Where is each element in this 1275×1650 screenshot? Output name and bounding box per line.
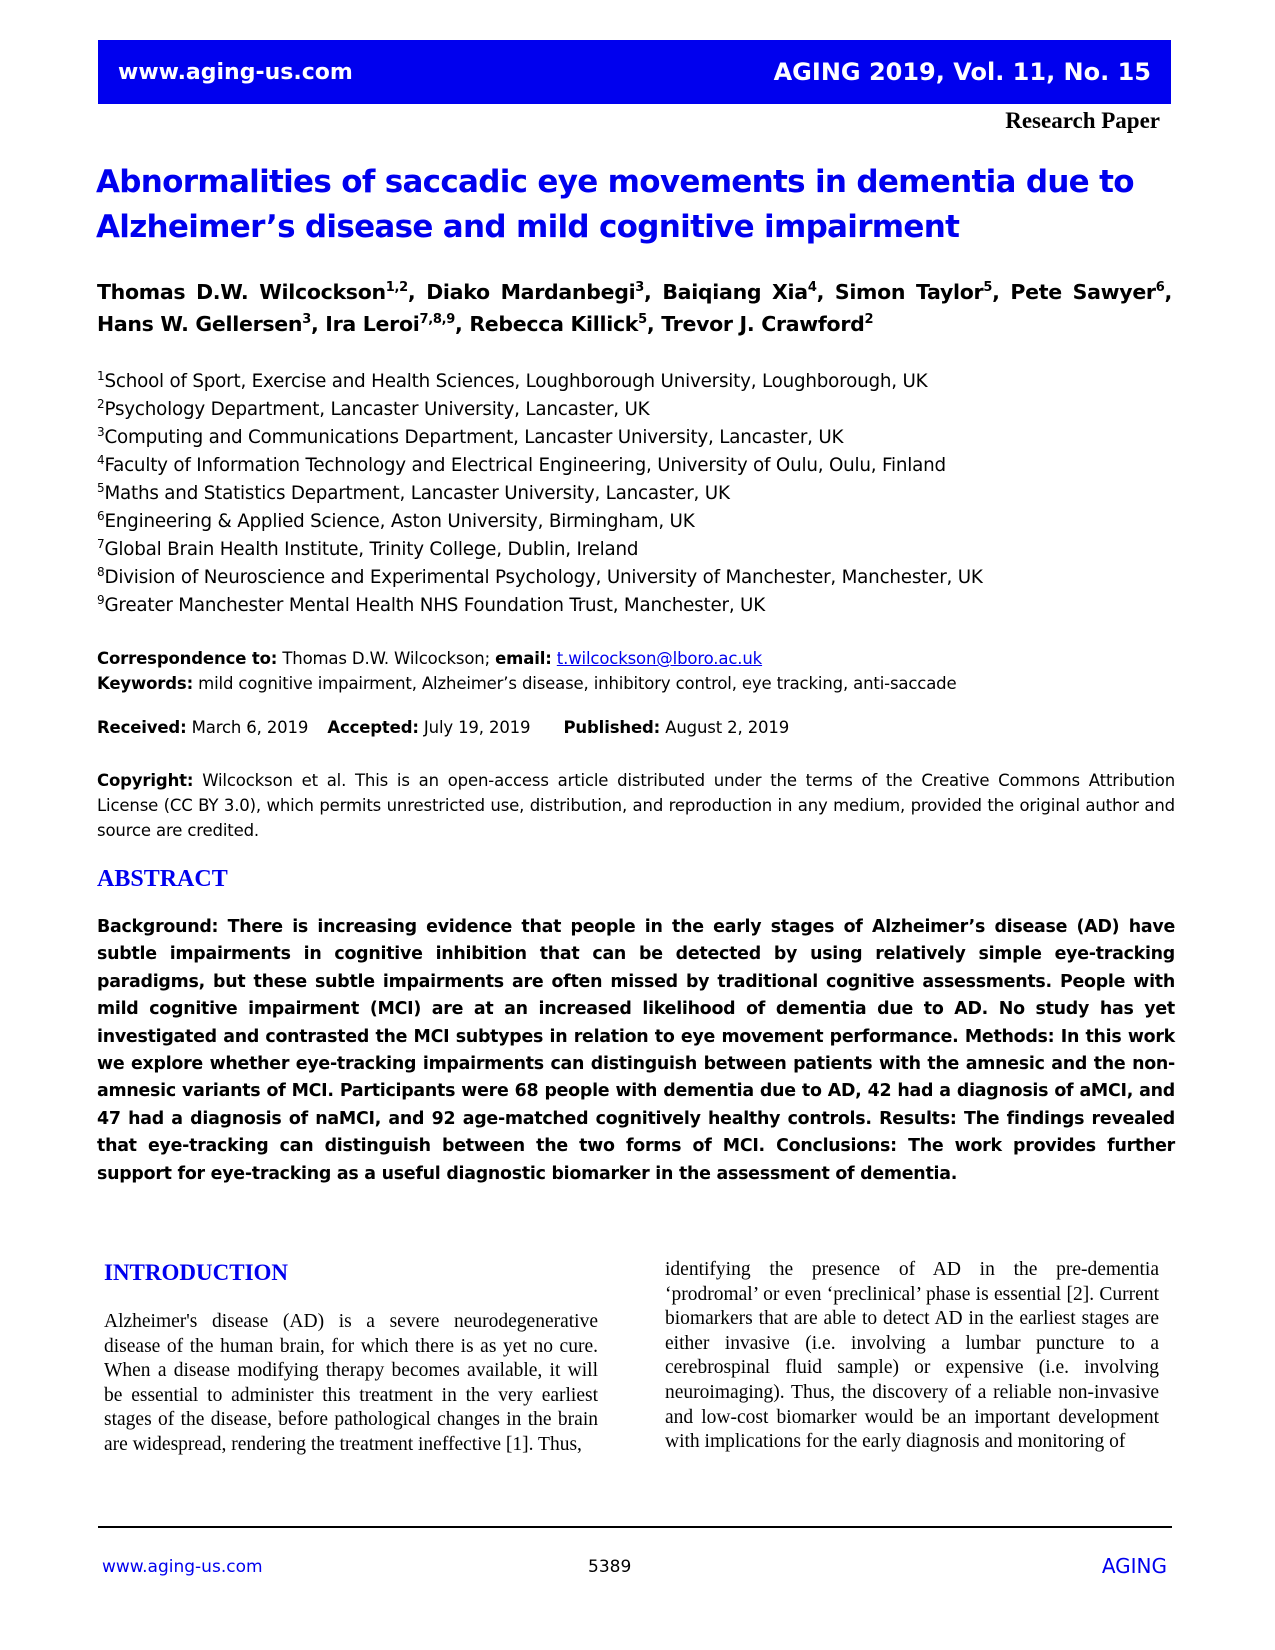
author-name: Baiqiang Xia (662, 280, 808, 304)
header-url[interactable]: www.aging-us.com (118, 59, 353, 85)
affiliation-item (97, 592, 1177, 620)
affiliation-text: Faculty of Information Technology and Electrical Engineering, University of Oulu, Oulu, Finland (104, 455, 946, 476)
affiliation-item (97, 480, 1177, 508)
accepted-label: Accepted: (327, 718, 419, 737)
affiliation-item (97, 396, 1177, 424)
affiliation-item (97, 424, 1177, 452)
affiliation-item (97, 536, 1177, 564)
affiliation-text: School of Sport, Exercise and Health Sciences, Loughborough University, Loughborough, UK (104, 371, 928, 392)
received-label: Received: (97, 718, 187, 737)
affiliation-number: 9 (97, 593, 105, 607)
published-date: August 2, 2019 (665, 718, 790, 737)
author-affiliation-marker: 2 (864, 312, 874, 327)
correspondence-name: Thomas D.W. Wilcockson; (282, 649, 491, 668)
author-name: Ira Leroi (325, 312, 420, 336)
header-issue: AGING 2019, Vol. 11, No. 15 (773, 58, 1151, 86)
keywords-text: mild cognitive impairment, Alzheimer’s disease, inhibitory control, eye tracking, anti-saccade (198, 674, 957, 693)
dates-line (97, 715, 1175, 740)
affiliation-list (97, 368, 1177, 620)
author-affiliation-marker: 5 (638, 312, 647, 327)
affiliation-number: 8 (97, 565, 105, 579)
footer-journal-name: AGING (1101, 1554, 1167, 1578)
correspondence-label: Correspondence to: (97, 649, 278, 668)
affiliation-number: 2 (97, 397, 105, 411)
affiliation-text: Greater Manchester Mental Health NHS Foundation Trust, Manchester, UK (104, 595, 766, 616)
affiliation-text: Maths and Statistics Department, Lancaster University, Lancaster, UK (104, 483, 730, 504)
author-name: Simon Taylor (834, 280, 984, 304)
affiliation-item (97, 564, 1177, 592)
affiliation-text: Psychology Department, Lancaster University, Lancaster, UK (104, 399, 650, 420)
affiliation-number: 4 (97, 453, 105, 467)
author-affiliation-marker: 1,2 (385, 280, 408, 295)
affiliation-text: Division of Neuroscience and Experimental Psychology, University of Manchester, Manchester, UK (104, 567, 983, 588)
paper-type: Research Paper (1005, 108, 1160, 133)
affiliation-number: 1 (97, 369, 105, 383)
affiliation-text: Computing and Communications Department, Lancaster University, Lancaster, UK (104, 427, 844, 448)
email-label: email: (495, 649, 552, 668)
author-name: Pete Sawyer (1010, 280, 1156, 304)
received-date: March 6, 2019 (191, 718, 309, 737)
author-name: Trevor J. Crawford (661, 312, 865, 336)
author-affiliation-marker: 3 (302, 312, 311, 327)
abstract-text: Background: There is increasing evidence that people in the early stages of Alzheimer’s disease (AD) have subtle impairments in cognitive inhibition that can be detected by using relatively simple eye-tracking paradigms, but these subtle impairments are often missed by traditional cognitive assessments. People with mild cognitive impairment (MCI) are at an increased likelihood of dementia due to AD. No study has yet investigated and contrasted the MCI subtypes in relation to eye movement performance. Methods: In this work we explore whether eye-tracking impairments can distinguish between patients with the amnesic and the non-amnesic variants of MCI. Participants were 68 people with dementia due to AD, 42 had a diagnosis of aMCI, and 47 had a diagnosis of naMCI, and 92 age-matched cognitively healthy controls. Results: The findings revealed that eye-tracking can distinguish between the two forms of MCI. Conclusions: The work provides further support for eye-tracking as a useful diagnostic biomarker in the assessment of dementia. (97, 917, 1175, 1184)
affiliation-text: Global Brain Health Institute, Trinity College, Dublin, Ireland (104, 539, 639, 560)
footer-divider (98, 1526, 1172, 1528)
copyright-text: Wilcockson et al. This is an open-access article distributed under the terms of the Creative Commons Attribution License (CC BY 3.0), which permits unrestricted use, distribution, and reproduction in any medium, provided the original author and source are credited. (97, 771, 1175, 840)
affiliation-item (97, 508, 1177, 536)
affiliation-number: 6 (97, 509, 105, 523)
affiliation-number: 3 (97, 425, 105, 439)
keywords-line (97, 671, 1175, 696)
journal-header-bar (98, 40, 1171, 104)
affiliation-text: Engineering & Applied Science, Aston University, Birmingham, UK (104, 511, 695, 532)
introduction-heading: INTRODUCTION (104, 1260, 289, 1285)
correspondence-line (97, 646, 1175, 671)
affiliation-number: 7 (97, 537, 105, 551)
keywords-label: Keywords: (97, 674, 194, 693)
author-list: Thomas D.W. Wilcockson$^{1,2}$, Diako Mardanbegi$^3$, Baiqiang Xia$^4$, Simon Taylor$^5$, Pete Sawyer$^6$, Hans W. Gellersen$^3$, Ira Leroi$^{7,8,9}$, Rebecca Killick$^5$, Trevor J. Crawford$^2$ (97, 280, 1172, 336)
author-name: Diako Mardanbegi (426, 280, 636, 304)
author-affiliation-marker: 6 (1155, 280, 1165, 295)
affiliation-item (97, 368, 1177, 396)
author-affiliation-marker: 3 (635, 280, 645, 295)
author-affiliation-marker: 7,8,9 (419, 312, 455, 327)
introduction-right-column: identifying the presence of AD in the pre-dementia ‘prodromal’ or even ‘preclinical’ phase is essential [2]. Current biomarkers that are able to detect AD in the earliest stages are either invasive (i.e. involving a lumbar puncture to a cerebrospinal fluid sample) or expensive (i.e. involving neuroimaging). Thus, the discovery of a reliable non-invasive and low-cost biomarker would be an important development with implications for the early diagnosis and monitoring of (665, 1259, 1159, 1453)
affiliation-item (97, 452, 1177, 480)
author-name: Rebecca Killick (469, 312, 639, 336)
paper-title: Abnormalities of saccadic eye movements in dementia due to Alzheimer’s disease and mild cognitive impairment (96, 164, 1134, 245)
footer-url[interactable]: www.aging-us.com (102, 1557, 263, 1577)
correspondence-email-link[interactable]: t.wilcockson@lboro.ac.uk (556, 649, 763, 668)
abstract-heading: ABSTRACT (97, 866, 228, 892)
accepted-date: July 19, 2019 (423, 718, 531, 737)
published-label: Published: (563, 718, 661, 737)
page-number: 5389 (588, 1557, 632, 1577)
affiliation-number: 5 (97, 481, 105, 495)
copyright-block (97, 768, 1175, 843)
author-affiliation-marker: 5 (983, 280, 993, 295)
author-name: Hans W. Gellersen (97, 312, 303, 336)
correspondence-block (97, 646, 1175, 696)
author-affiliation-marker: 4 (807, 280, 817, 295)
copyright-label: Copyright: (97, 771, 194, 790)
author-name: Thomas D.W. Wilcockson (97, 280, 386, 304)
introduction-left-column: Alzheimer's disease (AD) is a severe neurodegenerative disease of the human brain, for which there is as yet no cure. When a disease modifying therapy becomes available, it will be essential to administer this treatment in the very earliest stages of the disease, before pathological changes in the brain are widespread, rendering the treatment ineffective [1]. Thus, (104, 1311, 598, 1455)
